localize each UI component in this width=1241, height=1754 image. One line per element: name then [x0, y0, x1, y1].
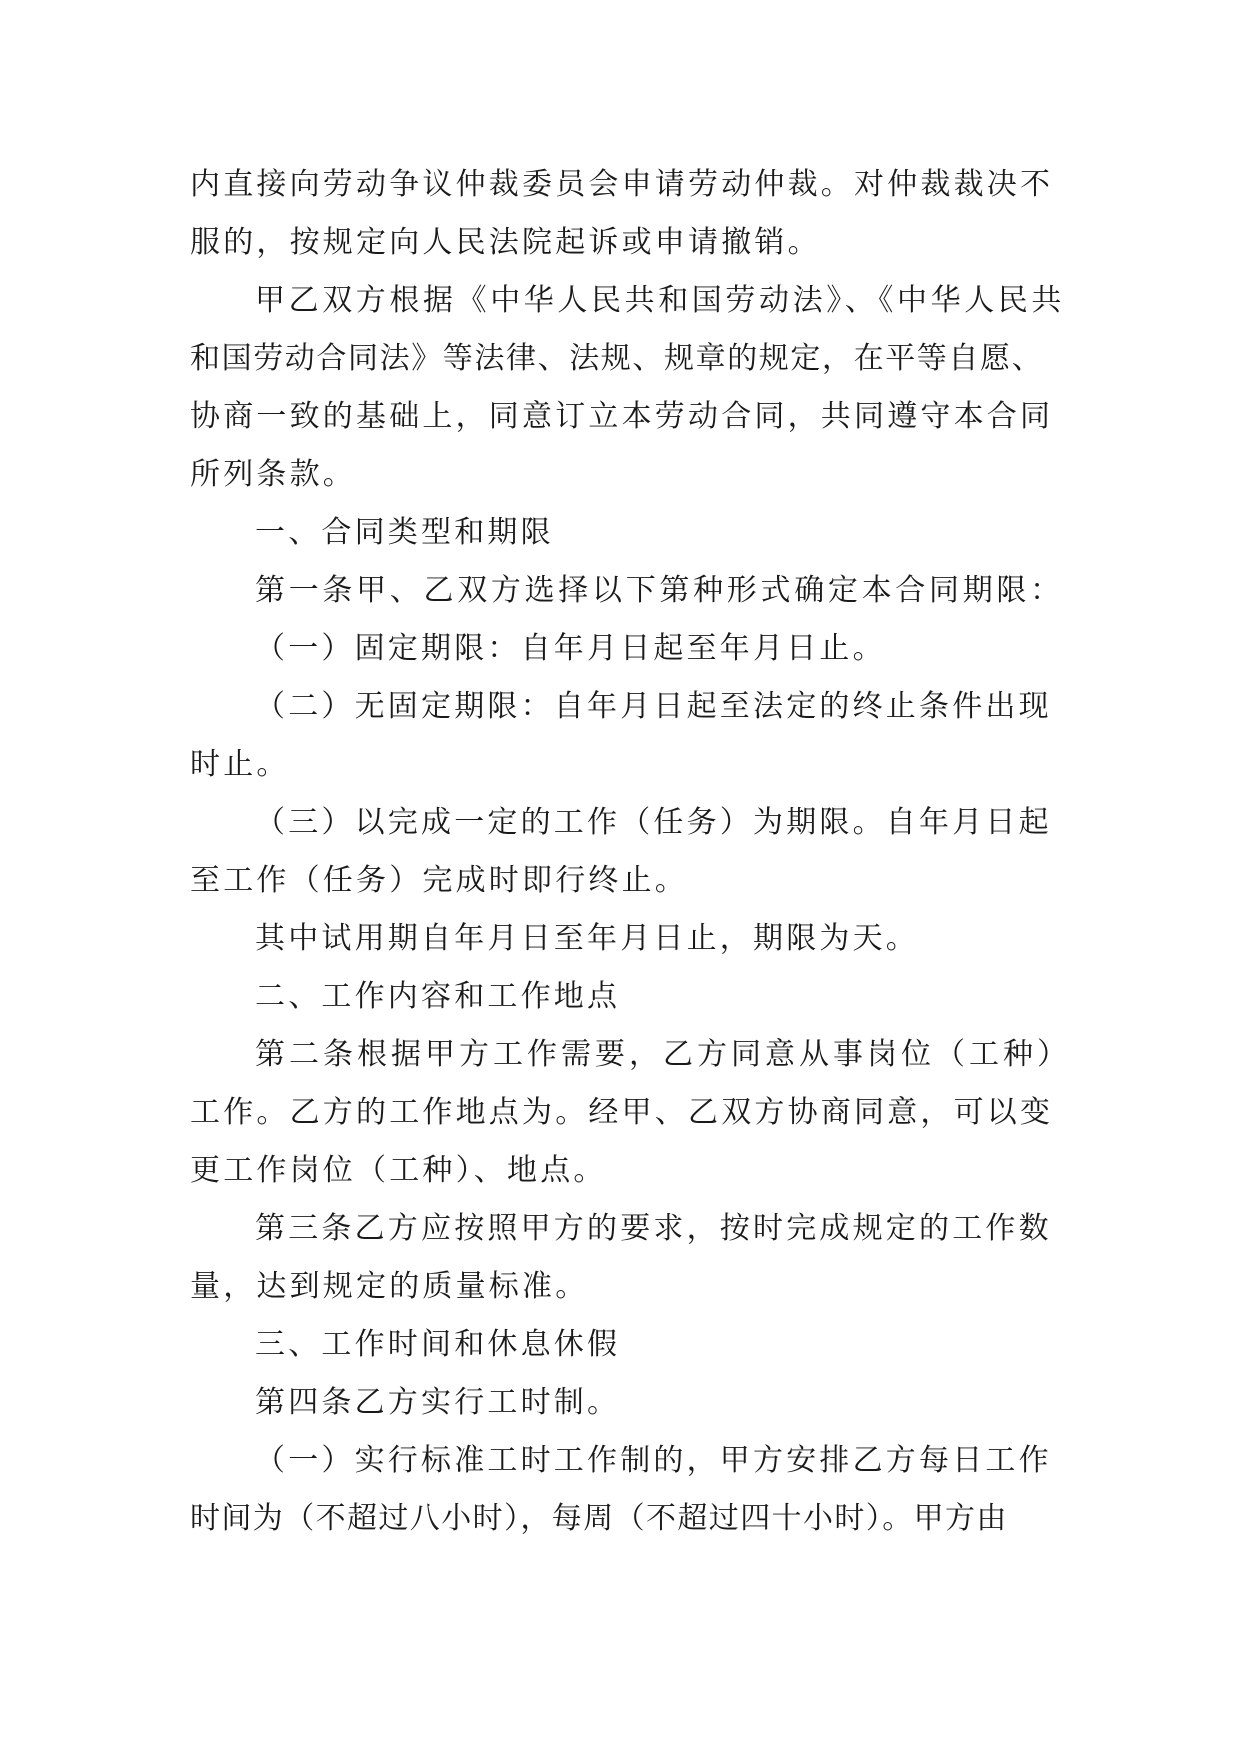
paragraph-line: 第一条甲、乙双方选择以下第种形式确定本合同期限：: [255, 573, 1064, 608]
paragraph-line: 甲乙双方根据《中华人民共和国劳动法》、《中华人民共: [255, 283, 1065, 318]
section-heading: 二、工作内容和工作地点: [255, 979, 621, 1014]
paragraph-line: （三）以完成一定的工作（任务）为期限。自年月日起: [255, 805, 1052, 840]
paragraph-line: 至工作（任务）完成时即行终止。: [190, 863, 688, 898]
paragraph-line: 量，达到规定的质量标准。: [190, 1269, 589, 1304]
paragraph-line: 服的，按规定向人民法院起诉或申请撤销。: [190, 225, 821, 260]
paragraph-line: 和国劳动合同法》等法律、法规、规章的规定，在平等自愿、: [190, 341, 1044, 376]
paragraph-line: 工作。乙方的工作地点为。经甲、乙双方协商同意，可以变: [190, 1095, 1054, 1130]
section-heading: 一、合同类型和期限: [255, 515, 554, 550]
paragraph-line: （一）固定期限：自年月日起至年月日止。: [255, 631, 886, 666]
paragraph-line: 协商一致的基础上，同意订立本劳动合同，共同遵守本合同: [190, 399, 1054, 434]
section-heading: 三、工作时间和休息休假: [255, 1327, 621, 1362]
paragraph-line: 时间为（不超过八小时），每周（不超过四十小时）。甲方由: [190, 1501, 1008, 1536]
paragraph-line: 所列条款。: [190, 457, 356, 492]
paragraph-line: 其中试用期自年月日至年月日止，期限为天。: [255, 921, 919, 956]
paragraph-line: 时止。: [190, 747, 290, 782]
paragraph-line: 第二条根据甲方工作需要，乙方同意从事岗位（工种）: [255, 1037, 1071, 1072]
paragraph-line: 内直接向劳动争议仲裁委员会申请劳动仲裁。对仲裁裁决不: [190, 167, 1054, 202]
paragraph-line: 第四条乙方实行工时制。: [255, 1385, 621, 1420]
paragraph-line: 第三条乙方应按照甲方的要求，按时完成规定的工作数: [255, 1211, 1052, 1246]
paragraph-line: （一）实行标准工时工作制的，甲方安排乙方每日工作: [255, 1443, 1052, 1478]
paragraph-line: 更工作岗位（工种）、地点。: [190, 1153, 607, 1188]
paragraph-line: （二）无固定期限：自年月日起至法定的终止条件出现: [255, 689, 1052, 724]
